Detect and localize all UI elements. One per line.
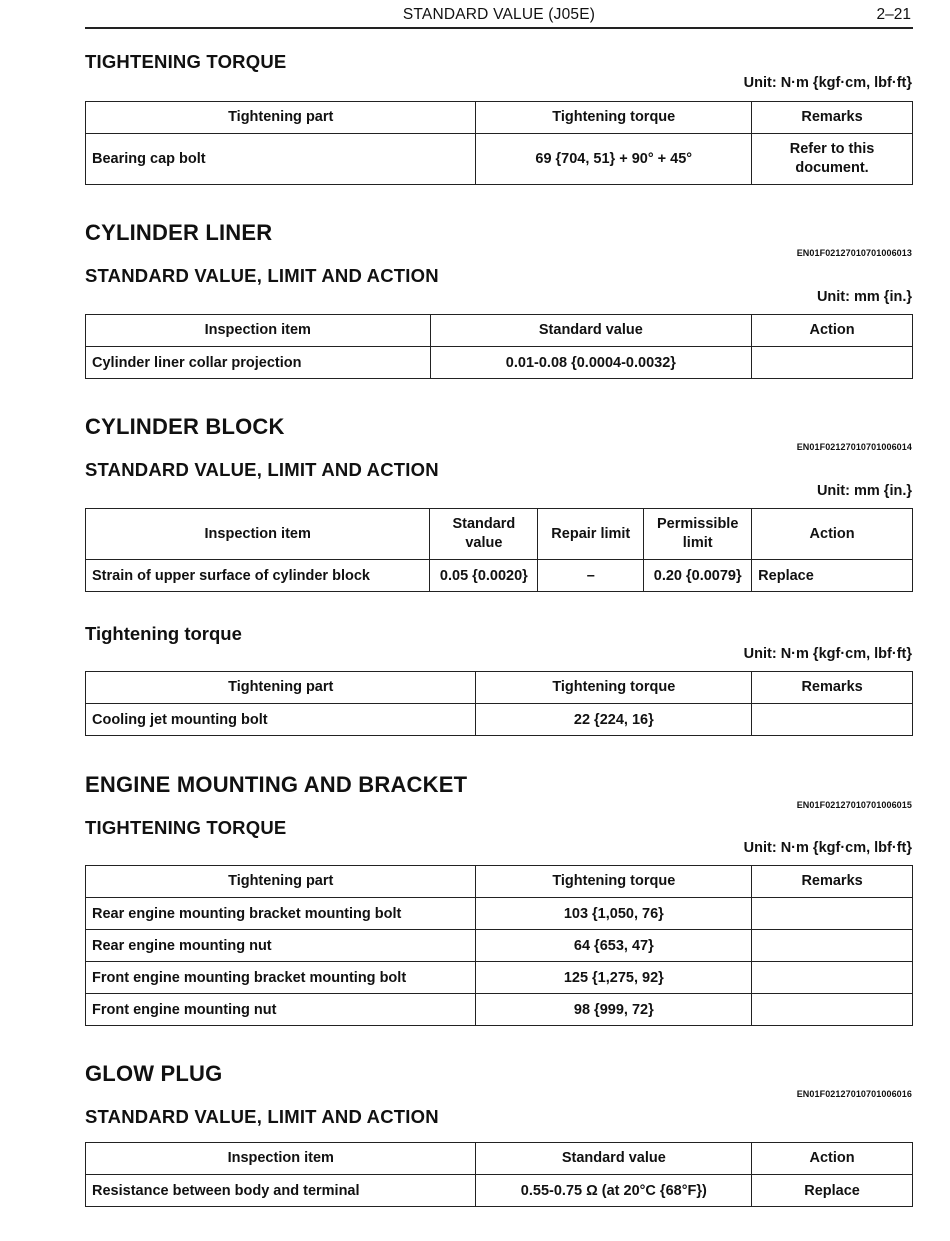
table-header-row	[86, 866, 913, 898]
section-subheading: STANDARD VALUE, LIMIT AND ACTION	[85, 1106, 439, 1127]
table-header-row	[86, 102, 913, 134]
table-header-cell: Tightening torque	[476, 102, 752, 134]
table-cell: Rear engine mounting nut	[86, 930, 476, 962]
inspection-table-block	[85, 508, 913, 592]
table-header-cell: Standard value	[430, 315, 752, 347]
torque-table-engine-mounting	[85, 865, 913, 1026]
table-row	[86, 134, 913, 185]
table-header-row	[86, 672, 913, 704]
page-header	[85, 4, 913, 29]
table-header-cell: Inspection item	[86, 315, 431, 347]
table-cell	[752, 898, 913, 930]
table-cell: 0.20 {0.0079}	[644, 560, 752, 592]
section-heading: GLOW PLUG	[85, 1061, 223, 1086]
section-heading: CYLINDER BLOCK	[85, 414, 285, 439]
section-subheading: TIGHTENING TORQUE	[85, 51, 287, 72]
table-header-cell: Repair limit	[538, 509, 644, 560]
table-header-cell: Action	[752, 1143, 913, 1175]
unit-label: Unit: N·m {kgf·cm, lbf·ft}	[743, 75, 912, 91]
page-number: 2–21	[876, 6, 911, 23]
unit-label: Unit: N·m {kgf·cm, lbf·ft}	[743, 840, 912, 856]
table-cell: Cooling jet mounting bolt	[86, 704, 476, 736]
section-subheading: STANDARD VALUE, LIMIT AND ACTION	[85, 265, 439, 286]
table-cell: –	[538, 560, 644, 592]
table-cell: Replace	[752, 1175, 913, 1207]
table-header-cell: Inspection item	[86, 509, 430, 560]
table-cell: 69 {704, 51} + 90° + 45°	[476, 134, 752, 185]
table-row	[86, 962, 913, 994]
table-cell	[752, 962, 913, 994]
table-row	[86, 1175, 913, 1207]
table-header-cell: Tightening part	[86, 102, 476, 134]
table-header-cell: Tightening torque	[476, 866, 752, 898]
section-subheading: STANDARD VALUE, LIMIT AND ACTION	[85, 459, 439, 480]
table-header-cell: Action	[752, 509, 913, 560]
table-cell: 22 {224, 16}	[476, 704, 752, 736]
document-code: EN01F02127010701006014	[796, 442, 912, 452]
section-heading: CYLINDER LINER	[85, 220, 273, 245]
table-header-cell: Remarks	[752, 102, 913, 134]
table-cell: 64 {653, 47}	[476, 930, 752, 962]
table-header-cell: Permissible limit	[644, 509, 752, 560]
section-subheading: Tightening torque	[85, 623, 242, 644]
table-header-row	[86, 315, 913, 347]
table-cell: Strain of upper surface of cylinder block	[86, 560, 430, 592]
torque-table-bearing	[85, 101, 913, 185]
table-header-cell: Tightening torque	[476, 672, 752, 704]
table-cell: Cylinder liner collar projection	[86, 347, 431, 379]
table-cell	[752, 994, 913, 1026]
table-cell	[752, 347, 913, 379]
table-row	[86, 347, 913, 379]
table-header-row	[86, 509, 913, 560]
table-cell: 98 {999, 72}	[476, 994, 752, 1026]
table-header-cell: Tightening part	[86, 672, 476, 704]
table-header-cell: Tightening part	[86, 866, 476, 898]
table-row	[86, 930, 913, 962]
table-header-cell: Action	[752, 315, 913, 347]
table-cell: 0.55-0.75 Ω (at 20°C {68°F})	[476, 1175, 752, 1207]
page-header-title: STANDARD VALUE (J05E)	[402, 6, 596, 23]
section-heading: ENGINE MOUNTING AND BRACKET	[85, 772, 468, 797]
table-cell: Bearing cap bolt	[86, 134, 476, 185]
table-cell	[752, 704, 913, 736]
table-cell: 0.01-0.08 {0.0004-0.0032}	[430, 347, 752, 379]
table-header-row	[86, 1143, 913, 1175]
document-code: EN01F02127010701006015	[796, 800, 912, 810]
unit-label: Unit: mm {in.}	[816, 483, 912, 499]
table-row	[86, 994, 913, 1026]
table-row	[86, 898, 913, 930]
section-subheading: TIGHTENING TORQUE	[85, 817, 287, 838]
table-row	[86, 704, 913, 736]
inspection-table-glow-plug	[85, 1142, 913, 1207]
table-cell: Refer to this document.	[752, 134, 913, 185]
table-cell	[752, 930, 913, 962]
table-header-cell: Inspection item	[86, 1143, 476, 1175]
torque-table-cooling-jet	[85, 671, 913, 736]
table-header-cell: Remarks	[752, 672, 913, 704]
unit-label: Unit: N·m {kgf·cm, lbf·ft}	[743, 646, 912, 662]
table-cell: Replace	[752, 560, 913, 592]
table-header-cell: Remarks	[752, 866, 913, 898]
table-cell: Front engine mounting bracket mounting bolt	[86, 962, 476, 994]
table-header-cell: Standard value	[430, 509, 538, 560]
table-cell: 0.05 {0.0020}	[430, 560, 538, 592]
table-cell: Resistance between body and terminal	[86, 1175, 476, 1207]
table-cell: Rear engine mounting bracket mounting bolt	[86, 898, 476, 930]
document-code: EN01F02127010701006013	[796, 248, 912, 258]
table-row	[86, 560, 913, 592]
table-cell: Front engine mounting nut	[86, 994, 476, 1026]
table-header-cell: Standard value	[476, 1143, 752, 1175]
table-cell: 103 {1,050, 76}	[476, 898, 752, 930]
table-cell: 125 {1,275, 92}	[476, 962, 752, 994]
unit-label: Unit: mm {in.}	[816, 289, 912, 305]
inspection-table-liner	[85, 314, 913, 379]
document-code: EN01F02127010701006016	[796, 1089, 912, 1099]
